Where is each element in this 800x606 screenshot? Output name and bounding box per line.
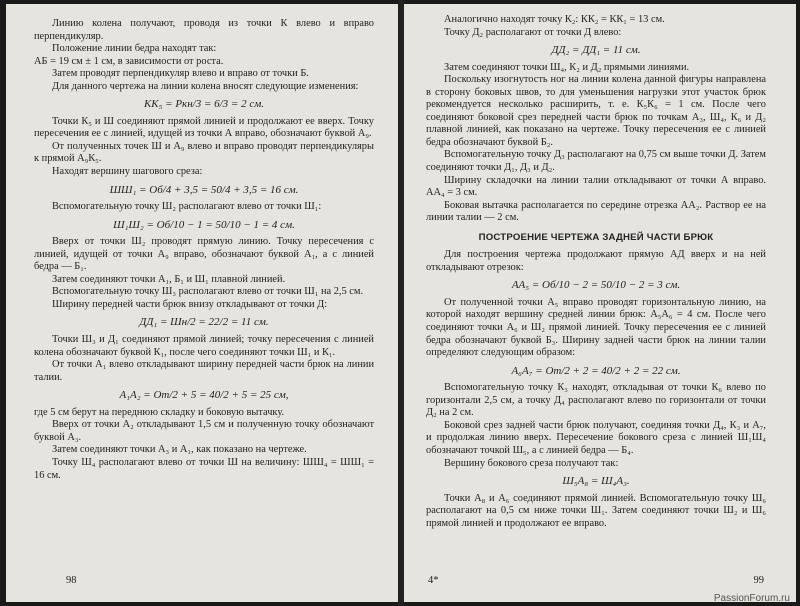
paragraph: Вспомогательную точку Ш₃ располагают влево от точки Ш₁ на 2,5 см. xyxy=(52,286,364,298)
section-heading: ПОСТРОЕНИЕ ЧЕРТЕЖА ЗАДНЕЙ ЧАСТИ БРЮК xyxy=(478,231,714,243)
paragraph: Для данного чертежа на линии колена вносят следующие изменения: xyxy=(52,80,359,92)
formula: КК₅ = Ркн/3 = 6/3 = 2 см. xyxy=(143,98,265,111)
paragraph: Положение линии бедра находят так: xyxy=(52,43,217,55)
paragraph: Точку Д₂ располагают от точки Д влево: xyxy=(444,26,622,38)
paragraph: Вспомогательную точку Ш₂ располагают влево от точки Ш₁: xyxy=(52,201,322,213)
page-number: 98 xyxy=(66,575,77,586)
paragraph: От точки А₁ влево откладывают ширину передней части брюк на линии талии. xyxy=(34,359,374,383)
paragraph: Вспомогательную точку Д₃ располагают на 0,75 см выше точки Д. Затем соединяют точки Д₁, Д₃ и Д₂. xyxy=(426,149,766,174)
left-page xyxy=(6,4,398,602)
paragraph: Ширину передней части брюк внизу откладывают от точки Д: xyxy=(52,298,328,310)
paragraph: От полученной точки А₅ вправо проводят горизонтальную линию, на которой находят вершину средней линии брюк: А₅А₆ = 4 см. После чего соединяют точки А₆ и Ш₂ прямой линией. Точку пересечения ее с линией бедра обозначают буквой Б₃. Ширину задней части брюк на линии талии определяют следующим образом: xyxy=(426,296,766,359)
paragraph: Боковая вытачка располагается по середине отрезка АА₂. Раствор ее на линии талии — 2 см. xyxy=(426,199,766,224)
right-page xyxy=(404,4,796,602)
paragraph: Точки Ш₃ и Д₁ соединяют прямой линией; точку пересечения с линией колена обозначают буквой К₁, после чего соединяют точки Ш₁ и К₁. xyxy=(34,334,374,358)
paragraph: Поскольку изогнутость ног на линии колена данной фигуры направлена в сторону боковых швов, то для уменьшения нагрузки этот участок брюк рекомендуется несколько расширить, т. е. К₅К₆ = 1 см. После чего соединяют боковой срез передней части брюк по точкам А₃, Ш₄, К₆ и Д₂ плавной линией, как показано на чертеже. Точку пересечения ее с линией бедра обозначают буквой Б₂. xyxy=(426,74,766,148)
paragraph: Затем проводят перпендикуляр влево и вправо от точки Б. xyxy=(52,68,309,80)
signature-mark: 4* xyxy=(428,575,439,586)
paragraph: От полученных точек Ш и А₉ влево и вправо проводят перпендикуляры к прямой А₉К₅. xyxy=(34,140,374,165)
paragraph: Находят вершину шагового среза: xyxy=(52,166,203,178)
page-number: 99 xyxy=(753,575,764,586)
watermark: PassionForum.ru xyxy=(713,593,790,604)
paragraph: Точку Ш₄ располагают влево от точки Ш на величину: ШШ₄ = ШШ₁ = 16 см. xyxy=(34,456,374,481)
right-page-text xyxy=(426,14,766,530)
paragraph: Вершину бокового среза получают так: xyxy=(444,457,619,469)
paragraph: Затем соединяют точки А₃ и А₁, как показано на чертеже. xyxy=(52,444,307,456)
paragraph: Вверх от точки Ш₂ проводят прямую линию. Точку пересечения с линией, идущей от точки А₉ вправо, обозначают буквой А₁, а с линией бедра — Б₁. xyxy=(34,236,374,273)
paragraph: Вверх от точки А₂ откладывают 1,5 см и полученную точку обозначают буквой А₃. xyxy=(34,419,374,443)
formula: ДД₂ = ДД₁ = 11 см. xyxy=(551,44,641,57)
formula: ДД₁ = Шн/2 = 22/2 = 11 см. xyxy=(139,316,269,329)
paragraph: Боковой срез задней части брюк получают, соединяя точки Д₄, К₃ и А₇, и продолжая линию вверх. Пересечение бокового среза с линией Ш₁Ш₄ обозначают точкой Ш₅, а с линией бедра — Б₄. xyxy=(426,419,766,456)
formula: ШШ₁ = Об/4 + 3,5 = 50/4 + 3,5 = 16 см. xyxy=(109,183,299,196)
paragraph: где 5 см берут на переднюю складку и боковую вытачку. xyxy=(34,406,285,418)
paragraph: Ширину складочки на линии талии откладывают от точки А вправо. АА₄ = 3 см. xyxy=(426,174,766,199)
formula: АА₅ = Об/10 − 2 = 50/10 − 2 = 3 см. xyxy=(511,279,681,292)
left-page-text xyxy=(34,18,374,482)
paragraph: Затем соединяют точки А₁, Б₁ и Ш₁ плавной линией. xyxy=(52,273,286,285)
paragraph: Точки К₅ и Ш соединяют прямой линией и продолжают ее вверх. Точку пересечения ее с линией, идущей из точки А вправо, обозначают буквой А₉. xyxy=(34,115,374,140)
paragraph: Вспомогательную точку К₃ находят, откладывая от точки К₆ влево по горизонтали 2,5 см, а точку Д₄ располагают влево по горизонтали от точки Д₂ на 2 см. xyxy=(426,382,766,419)
formula: А₆А₇ = От/2 + 2 = 40/2 + 2 = 22 см. xyxy=(511,364,681,377)
paragraph: АБ = 19 см ± 1 см, в зависимости от роста. xyxy=(34,55,224,67)
formula: Ш₁Ш₂ = Об/10 − 1 = 50/10 − 1 = 4 см. xyxy=(113,218,295,231)
paragraph: Точки А₈ и А₆ соединяют прямой линией. Вспомогательную точку Ш₆ располагают на 0,5 см ниже точки Ш₁. Затем соединяют точки Ш₂ и Ш₆ прямой линией и продолжают ее вправо. xyxy=(426,492,766,529)
paragraph: Для построения чертежа продолжают прямую АД вверх и на ней откладывают отрезок: xyxy=(426,249,766,273)
paragraph: Затем соединяют точки Ш₄, К₂ и Д₂ прямыми линиями. xyxy=(444,61,690,73)
paragraph: Аналогично находят точку К₂: КК₂ = КК₁ = 13 см. xyxy=(444,14,665,25)
formula: Ш₅А₈ = Ш₄А₃. xyxy=(562,475,630,488)
paragraph: Линию колена получают, проводя из точки К влево и вправо перпендикуляр. xyxy=(34,18,374,42)
formula: А₁А₂ = От/2 + 5 = 40/2 + 5 = 25 см, xyxy=(119,389,289,402)
